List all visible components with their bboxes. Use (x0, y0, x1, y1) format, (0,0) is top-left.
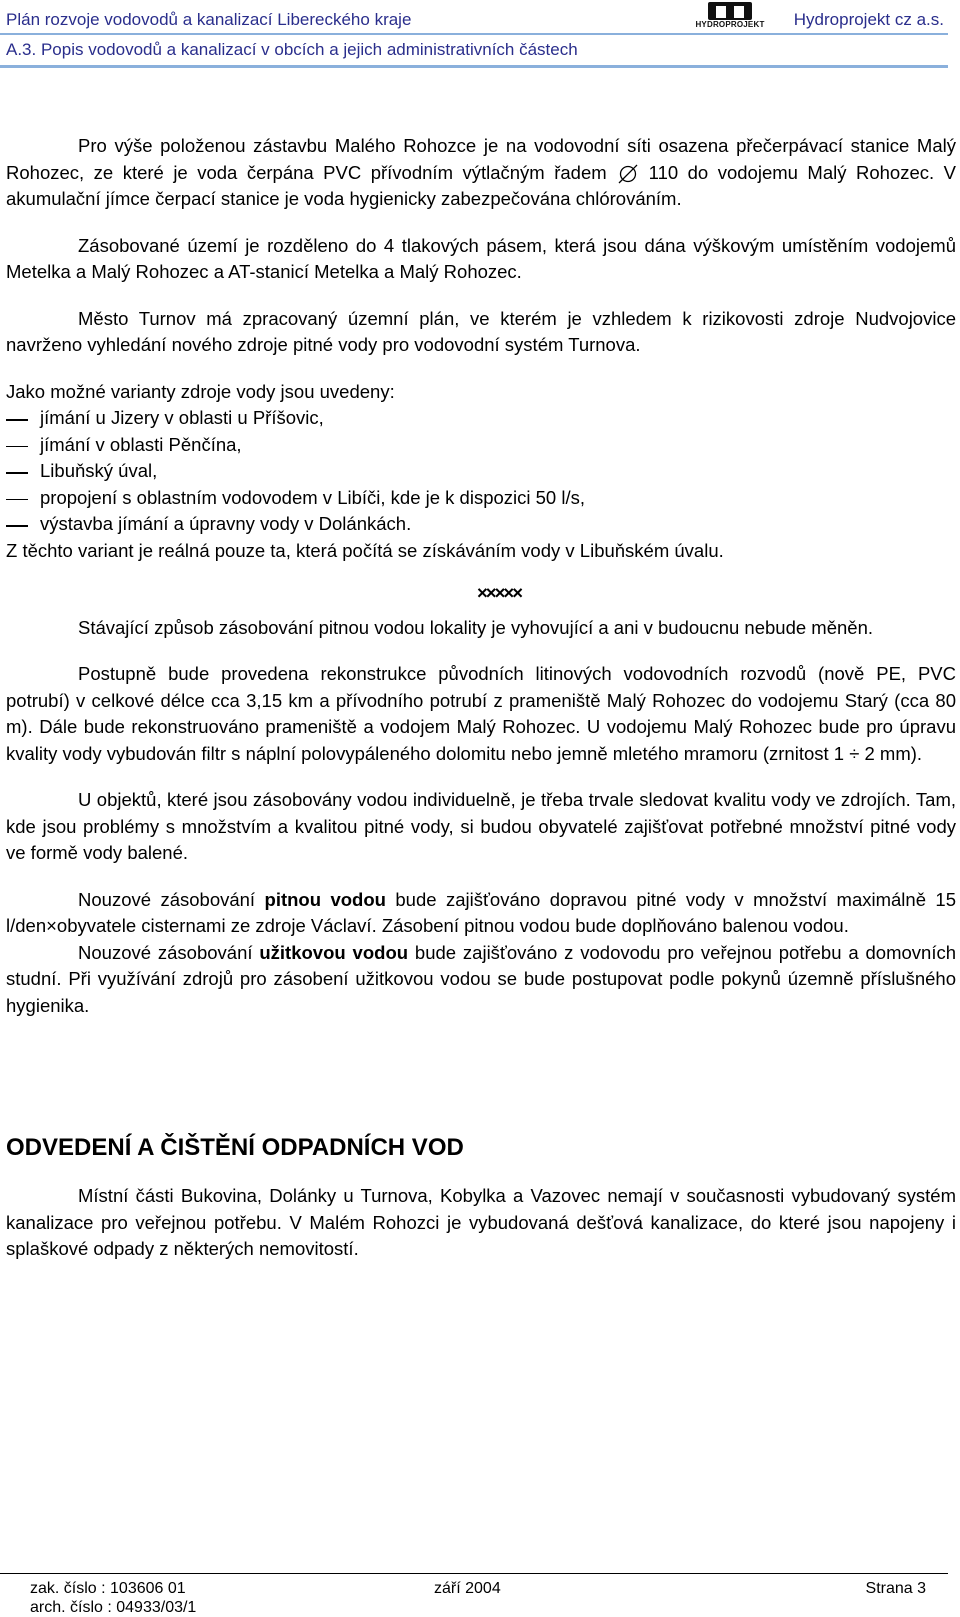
paragraph-turnov-plan: Město Turnov má zpracovaný územní plán, ve kterém je vzhledem k rizikovosti zdroje Nudvojovice navrženo vyhledání nového zdroje pitné vody pro vodovodní systém Turnova. (6, 307, 956, 355)
footer-date: září 2004 (434, 1580, 501, 1597)
list-item: propojení s oblastním vodovodem v Libíči, kde je k dispozici 50 l/s, (6, 485, 956, 512)
paragraph-text: bude zajišťováno dopravou pitné vody v množství maximálně 15 l/den×obyvatele cisternami ze zdroje Václaví. Zásobení pitnou vodou bude doplňováno balenou vodou. (6, 888, 957, 936)
list-item: výstavba jímání a úpravny vody v Dolánkách. (6, 511, 956, 538)
hydroprojekt-logo (694, 2, 766, 32)
footer-divider (0, 1573, 948, 1574)
variants-conclusion: Z těchto variant je reálná pouze ta, která počítá se získáváním vody v Libuňském úvalu. (6, 539, 724, 561)
emphasis-text: užitkovou vodou (259, 941, 409, 963)
paragraph-emergency-service (6, 940, 956, 1020)
paragraph-reconstruction: Postupně bude provedena rekonstrukce původních litinových vodovodních rozvodů (nově PE, PVC potrubí) v celkové délce cca 3,15 km a přívodního potrubí z prameniště Malý Rohozec do vodojemu Starý (cca 80 m). Dále bude rekonstruováno prameniště a vodojem Malý Rohozec. U vodojemu Malý Rohozec bude pro úpravu kvality vody vybudován filtr s náplní polovypáleného dolomitu nebo jemně mletého mramoru (zrnitost 1 ÷ 2 mm). (6, 663, 956, 764)
list-item: Libuňský úval, (6, 458, 956, 485)
section-title: A.3. Popis vodovodů a kanalizací v obcích a jejich administrativních částech (6, 40, 578, 59)
company-name: Hydroprojekt cz a.s. (793, 10, 944, 29)
paragraph-current-supply: Stávající způsob zásobování pitnou vodou lokality je vyhovující a ani v budoucnu nebude měněn. (78, 616, 873, 638)
variants-intro: Jako možné varianty zdroje vody jsou uvedeny: (6, 380, 395, 402)
paragraph-pump-station (6, 133, 956, 213)
document-title: Plán rozvoje vodovodů a kanalizací Libereckého kraje (6, 10, 412, 29)
paragraph-text: Pro výše položenou zástavbu Malého Rohozce je na vodovodní síti osazena přečerpávací stanice Malý Rohozec, ze které je voda čerpána PVC přívodním výtlačným řadem (6, 135, 956, 183)
paragraph-text: Nouzové zásobování (78, 888, 256, 910)
logo-text: HYDROPROJEKT (695, 20, 765, 29)
list-item: jímání u Jizery v oblasti u Příšovic, (6, 405, 956, 432)
paragraph-pressure-zones: Zásobované území je rozděleno do 4 tlakových pásem, která jsou dána výškovým umístěním vodojemů Metelka a Malý Rohozec a AT-stanicí Metelka a Malý Rohozec. (6, 234, 956, 282)
diameter-icon (617, 164, 639, 184)
document-body (6, 133, 956, 1263)
footer-page-number: Strana 3 (865, 1580, 926, 1597)
list-item: jímání v oblasti Pěnčína, (6, 432, 956, 459)
paragraph-text: 110 do vodojemu Malý Rohozec. V akumulační jímce čerpací stanice je voda hygienicky zabezpečována chlórováním. (6, 161, 956, 209)
paragraph-sewerage: Místní části Bukovina, Dolánky u Turnova, Kobylka a Vazovec nemají v současnosti vybudovaný systém kanalizace pro veřejnou potřebu. V Malém Rohozci je vybudovaná dešťová kanalizace, do které jsou napojeny i splaškové odpady z některých nemovitostí. (6, 1185, 956, 1259)
paragraph-text: Nouzové zásobování (78, 941, 253, 963)
footer-job-number: zak. číslo : 103606 01 (30, 1580, 186, 1597)
section-heading: ODVEDENÍ A ČIŠTĚNÍ ODPADNÍCH VOD (6, 1134, 464, 1161)
header-divider (0, 33, 948, 35)
footer-archive-number: arch. číslo : 04933/03/1 (30, 1599, 197, 1616)
paragraph-emergency-drinking (6, 887, 956, 940)
variants-list (6, 405, 956, 538)
paragraph-text: bude zajišťováno z vodovodu pro veřejnou potřebu a domovních studní. Při využívání zdrojů pro zásobení užitkovou vodou se bude postupovat podle pokynů územně příslušného hygienika. (6, 941, 956, 1016)
logo-mark-icon (708, 2, 752, 20)
section-separator: ××××× (476, 582, 522, 603)
emphasis-text: pitnou vodou (264, 888, 386, 910)
header-divider-bottom (0, 65, 948, 68)
paragraph-individual-supply: U objektů, které jsou zásobovány vodou individuelně, je třeba trvale sledovat kvalitu vody ve zdrojích. Tam, kde jsou problémy s množstvím a kvalitou pitné vody, si budou obyvatelé zajišťovat potřebné množství pitné vody ve formě vody balené. (6, 789, 956, 863)
